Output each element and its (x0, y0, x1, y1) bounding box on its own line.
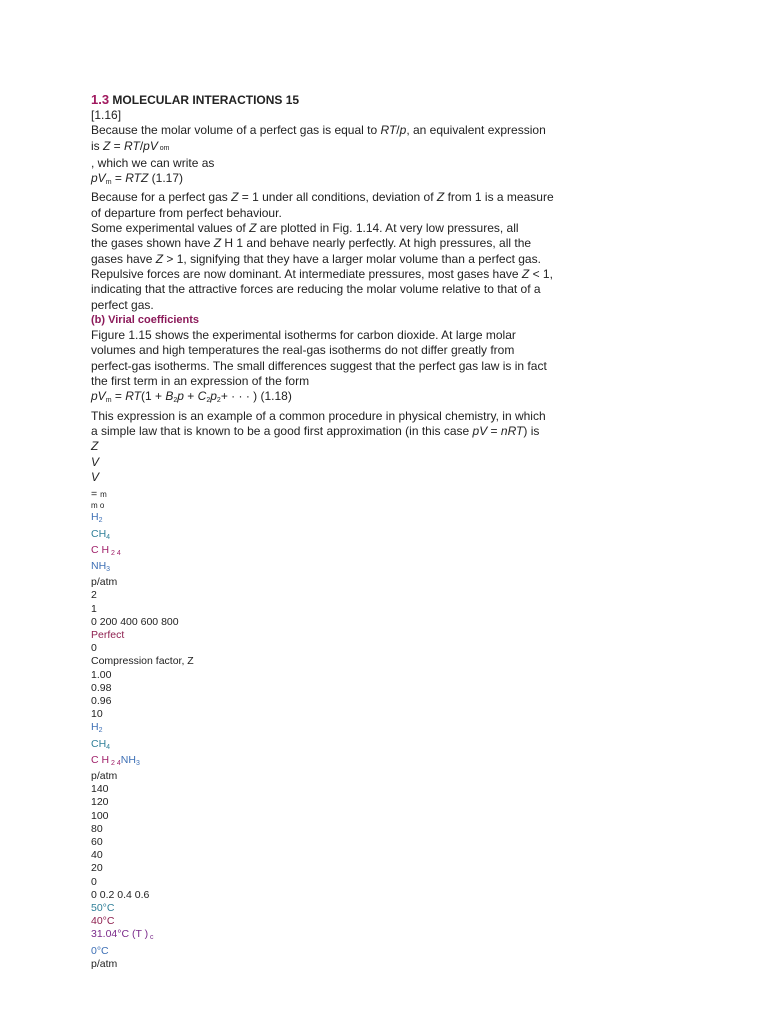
text-run: 2 (173, 397, 178, 405)
fig2-x-axis-label: p/atm (91, 769, 118, 782)
text-run: Z (103, 138, 111, 153)
text-run: Z (213, 236, 222, 251)
equation-1-17 (91, 171, 591, 190)
text-run: Because the molar volume of a perfect gas is equal to (91, 123, 381, 138)
text-run: , an equivalent expression (406, 123, 546, 138)
fig1-tick: 1 (91, 602, 97, 615)
text-run: = (111, 171, 126, 186)
text-run: / (139, 138, 144, 153)
symbol-v: V (91, 469, 100, 484)
fig2-legend-h2 (91, 721, 591, 737)
text-run: m (105, 397, 112, 405)
text-run: C H (91, 753, 110, 766)
text-run: RT (380, 123, 397, 138)
paragraph-3-line-3 (91, 252, 591, 267)
text-run: H (91, 511, 99, 524)
text-run: are plotted in Fig. 1.14. At very low pressures, all (256, 221, 519, 236)
text-run: (1.17) (148, 171, 184, 186)
fig1-tick: 10 (91, 708, 103, 721)
text-run: 2 (98, 517, 103, 525)
fig1-tick: 2 (91, 589, 97, 602)
text-run: + (183, 389, 198, 404)
text-run: H 1 and behave nearly perfectly. At high pressures, all the (221, 236, 532, 251)
text-run: CH (91, 737, 107, 750)
text-run: m (100, 490, 107, 500)
text-run: the gases shown have (91, 236, 214, 251)
text-run: = (91, 488, 101, 501)
paragraph-3-line-4 (91, 267, 591, 282)
text-run: is (91, 138, 103, 153)
text-run: nRT (500, 423, 524, 438)
text-run: RTZ (125, 171, 149, 186)
text-run: Z (249, 221, 257, 236)
text-run: Some experimental values of (91, 221, 250, 236)
text-run: NH (120, 753, 136, 766)
text-run: pV (472, 423, 488, 438)
fig2-isotherm-critical (91, 928, 591, 944)
text-run: 31.04°C (T ) (91, 928, 149, 941)
equation-ref-1-16: [1.16] (91, 108, 122, 122)
text-run: B (165, 389, 174, 404)
paragraph-3-line-5: indicating that the attractive forces are reducing the molar volume relative to that of a (91, 282, 541, 297)
text-run: 2 (216, 397, 221, 405)
text-run: = (110, 138, 125, 153)
text-run: om (157, 144, 170, 152)
text-run: p (399, 123, 407, 138)
text-run: 2 (206, 397, 211, 405)
paragraph-1-line-2 (91, 139, 591, 156)
text-run: Z (436, 190, 445, 205)
text-run: 2 4 (109, 759, 121, 767)
text-run: p (210, 389, 217, 404)
text-run: Z (155, 251, 164, 266)
fig2-y-tick: 60 (91, 836, 103, 848)
text-run: 4 (106, 533, 111, 541)
paragraph-4-line-4: the first term in an expression of the form (91, 374, 310, 389)
text-run: 4 (106, 743, 111, 751)
paragraph-4-line-1: Figure 1.15 shows the experimental isotherms for carbon dioxide. At large molar (91, 328, 516, 343)
paragraph-3-line-1 (91, 221, 591, 236)
text-run: (1 + (141, 389, 166, 404)
fig1-perfect-label: Perfect (91, 628, 125, 641)
text-run: RT (124, 138, 140, 153)
fig1-legend-c2h4 (91, 544, 591, 560)
text-run: = 1 under all conditions, deviation of (238, 190, 437, 205)
paragraph-5-line-1: This expression is an example of a common procedure in physical chemistry, in which (91, 408, 546, 423)
fig1-y-axis-label: Compression factor, Z (91, 655, 194, 668)
paragraph-2-line-2: of departure from perfect behaviour. (91, 205, 282, 220)
fig2-y-tick: 140 (91, 783, 109, 796)
fig2-isotherm-0c: 0°C (91, 944, 109, 957)
text-run: c (148, 934, 154, 942)
text-run: m (105, 179, 112, 187)
text-run: Because for a perfect gas (91, 190, 232, 205)
fig2-x-axis-label-2: p/atm (91, 957, 118, 970)
fig2-y-tick: 100 (91, 809, 109, 822)
fig2-legend-ch4 (91, 738, 591, 754)
paragraph-3-line-2 (91, 236, 591, 251)
fig1-y-tick: 0.98 (91, 681, 112, 694)
symbol-v: V (91, 454, 100, 469)
paragraph-4-line-2: volumes and high temperatures the real-gas isotherms do not differ greatly from (91, 343, 515, 358)
fig2-y-tick: 80 (91, 822, 103, 835)
text-run: C (197, 389, 207, 404)
paragraph-2-line-1 (91, 190, 591, 205)
paragraph-3-line-6: perfect gas. (91, 297, 154, 312)
text-run: Z (231, 190, 239, 205)
text-run: gases have (91, 251, 156, 266)
fig2-y-tick: 0 (91, 875, 97, 888)
fig1-x-axis-label: p/atm (91, 576, 118, 589)
text-run: H (91, 721, 99, 734)
text-run: a simple law that is known to be a good first approximation (in this case (91, 423, 473, 438)
fig1-equals-m (91, 488, 591, 501)
paragraph-4-line-3: perfect-gas isotherms. The small differences suggest that the perfect gas law is in fact (91, 358, 547, 373)
fig1-y-tick: 0.96 (91, 694, 112, 707)
document-content (91, 92, 591, 971)
fig2-legend-c2h4-nh3 (91, 754, 591, 770)
text-run: ) is (523, 423, 540, 438)
text-run: 2 4 (109, 549, 121, 557)
text-run: pV (91, 389, 106, 404)
text-run: CH (91, 527, 107, 540)
paragraph-1-line-3: , which we can write as (91, 155, 215, 170)
fig1-tick: 0 (91, 642, 97, 655)
text-run: < 1, (529, 266, 553, 281)
fig1-y-tick: 1.00 (91, 668, 112, 681)
fig1-legend-nh3 (91, 560, 591, 576)
subheading-virial-coefficients: (b) Virial coefficients (91, 313, 199, 326)
text-run: Z (521, 266, 530, 281)
text-run: + · · · ) (1.18) (220, 389, 292, 404)
text-run: = (111, 389, 126, 404)
text-run: = (487, 423, 501, 438)
fig1-legend-ch4 (91, 528, 591, 544)
fig1-legend-h2 (91, 511, 591, 527)
fig2-isotherm-40c: 40°C (91, 915, 115, 928)
text-run: 2 (98, 727, 103, 735)
symbol-z: Z (91, 439, 99, 454)
equation-1-18 (91, 389, 591, 408)
fig2-x-ticks: 0 0.2 0.4 0.6 (91, 888, 150, 901)
section-title: MOLECULAR INTERACTIONS 15 (112, 93, 300, 107)
text-run: 3 (135, 759, 140, 767)
text-run: Repulsive forces are now dominant. At intermediate pressures, most gases have (91, 266, 522, 281)
text-run: NH (91, 559, 107, 572)
text-run: pV (143, 138, 158, 153)
text-run: p (177, 389, 184, 404)
text-run: RT (125, 389, 141, 404)
paragraph-5-line-2 (91, 424, 591, 439)
text-run: > 1, signifying that they have a larger molar volume than a perfect gas. (163, 251, 541, 266)
section-heading (91, 92, 591, 108)
fig2-isotherm-50c: 50°C (91, 902, 115, 915)
text-run: C H (91, 543, 110, 556)
text-run: / (396, 123, 400, 138)
fig2-y-tick: 40 (91, 849, 103, 862)
fig1-x-ticks: 0 200 400 600 800 (91, 615, 179, 628)
text-run: from 1 is a measure (444, 190, 554, 205)
fig1-mo: m o (91, 501, 105, 511)
paragraph-1-line-1 (91, 123, 591, 138)
fig2-y-tick: 120 (91, 796, 109, 809)
section-number: 1.3 (91, 92, 110, 107)
text-run: 3 (106, 565, 111, 573)
text-run: pV (91, 171, 106, 186)
fig2-y-tick: 20 (91, 862, 103, 875)
